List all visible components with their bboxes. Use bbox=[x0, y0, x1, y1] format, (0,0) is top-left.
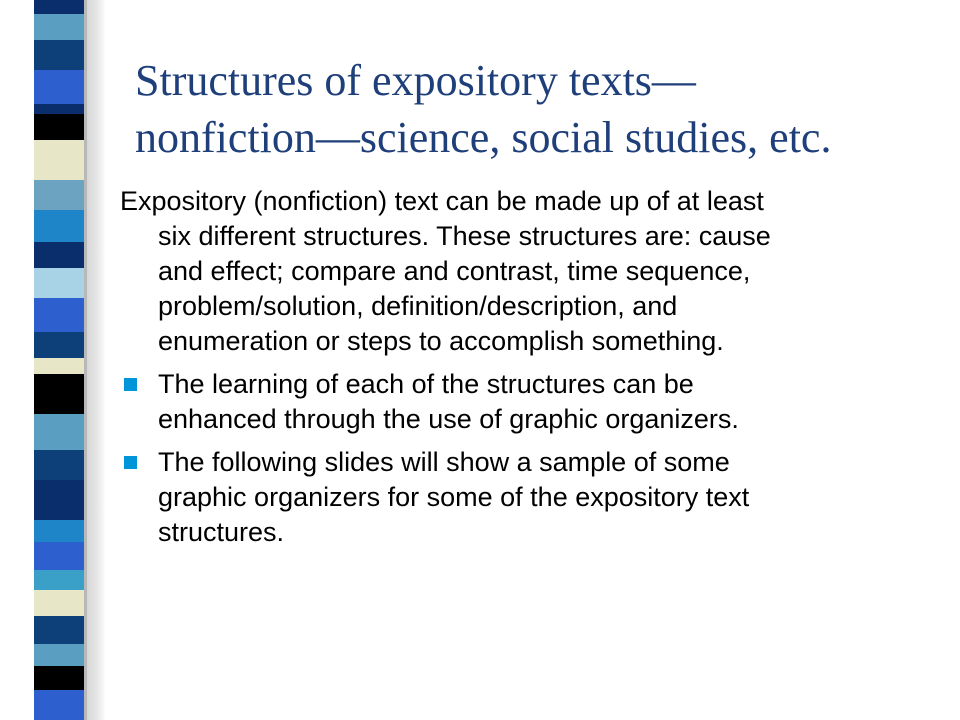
intro-line: six different structures. These structures are: cause bbox=[158, 221, 771, 251]
stripe-block bbox=[34, 666, 84, 690]
title-line: Structures of expository texts— bbox=[135, 56, 696, 105]
stripe-block bbox=[34, 210, 84, 242]
stripe-block bbox=[34, 298, 84, 332]
stripe-block bbox=[34, 114, 84, 140]
stripe-block bbox=[34, 268, 84, 298]
stripe-blocks bbox=[34, 0, 84, 720]
title-line: nonfiction—science, social studies, etc. bbox=[135, 113, 832, 162]
stripe-block bbox=[34, 242, 84, 268]
square-bullet-icon bbox=[124, 378, 137, 391]
bullet-line: structures. bbox=[158, 517, 285, 547]
intro-line: and effect; compare and contrast, time sequence, bbox=[158, 256, 751, 286]
stripe-block bbox=[34, 14, 84, 40]
stripe-block bbox=[34, 40, 84, 70]
stripe-edge bbox=[84, 0, 87, 720]
stripe-block bbox=[34, 180, 84, 210]
stripe-block bbox=[34, 590, 84, 616]
stripe-block bbox=[34, 570, 84, 590]
stripe-shadow bbox=[84, 0, 106, 720]
intro-line: problem/solution, definition/description, and bbox=[158, 291, 678, 321]
stripe-block bbox=[34, 414, 84, 450]
stripe-block bbox=[34, 70, 84, 104]
intro-line: Expository (nonfiction) text can be made up of at least bbox=[120, 186, 764, 216]
decorative-stripe bbox=[0, 0, 108, 720]
stripe-block bbox=[34, 480, 84, 520]
slide-title bbox=[135, 52, 935, 166]
stripe-block bbox=[34, 104, 84, 114]
bullet-item bbox=[120, 367, 920, 437]
slide-body bbox=[120, 184, 920, 558]
stripe-block bbox=[34, 616, 84, 644]
stripe-block bbox=[34, 520, 84, 542]
stripe-block bbox=[34, 140, 84, 180]
intro-paragraph bbox=[120, 184, 920, 359]
square-bullet-icon bbox=[124, 456, 137, 469]
bullet-line: The following slides will show a sample of some bbox=[158, 447, 730, 477]
stripe-block bbox=[34, 644, 84, 666]
stripe-block bbox=[34, 0, 84, 14]
stripe-block bbox=[34, 542, 84, 570]
stripe-block bbox=[34, 450, 84, 480]
bullet-line: The learning of each of the structures can be bbox=[158, 369, 694, 399]
stripe-block bbox=[34, 332, 84, 358]
bullet-line: enhanced through the use of graphic organizers. bbox=[158, 404, 739, 434]
intro-line: enumeration or steps to accomplish something. bbox=[158, 326, 724, 356]
bullet-item bbox=[120, 445, 920, 550]
stripe-block bbox=[34, 358, 84, 374]
stripe-block bbox=[34, 374, 84, 414]
stripe-block bbox=[34, 690, 84, 720]
bullet-line: graphic organizers for some of the expository text bbox=[158, 482, 750, 512]
